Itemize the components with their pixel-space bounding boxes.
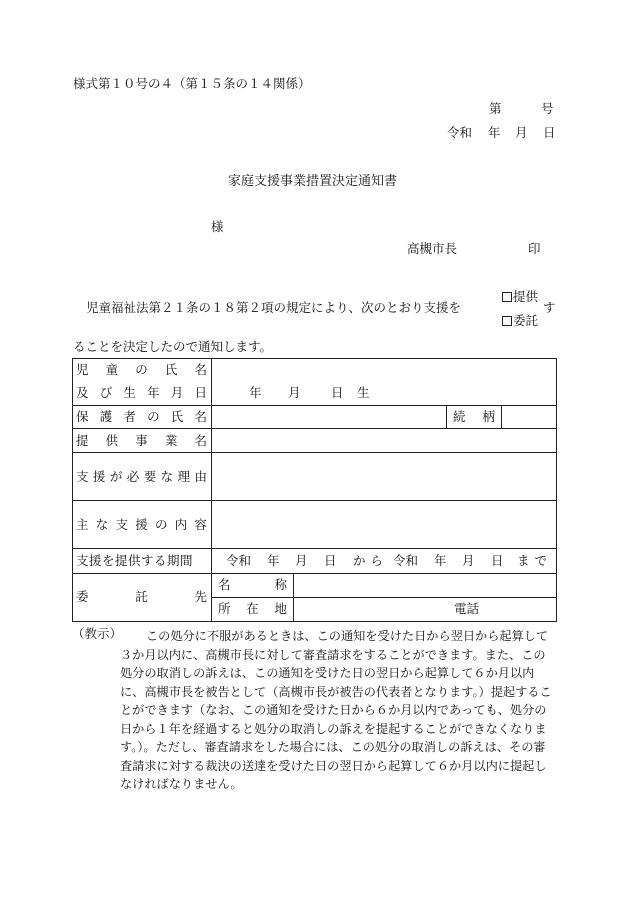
period-year-1: 年	[267, 553, 280, 568]
period-month-2: 月	[462, 553, 475, 568]
body-text-prefix: 児童福祉法第２１条の１８第２項の規定により、次のとおり支援を	[86, 300, 462, 315]
phone-label: 電話	[454, 601, 480, 616]
issuer-seal: 印	[528, 241, 541, 256]
entrust-address-label: 所 在 地	[218, 601, 287, 616]
doc-number-prefix: 第	[489, 101, 502, 116]
date-year: 年	[488, 125, 501, 140]
reason-label: 支 援 が 必 要 な 理 由	[76, 469, 207, 484]
option-provide	[502, 291, 538, 304]
guardian-name-label: 保 護 者 の 氏 名	[76, 409, 207, 424]
notice-label: （教示）	[72, 626, 123, 641]
date-day: 日	[543, 125, 556, 140]
issuer-name: 高槻市長	[407, 241, 458, 256]
period-label: 支援を提供する期間	[76, 553, 194, 568]
period-month-1: 月	[295, 553, 308, 568]
addressee-suffix: 様	[211, 219, 224, 234]
period-from: か ら	[353, 553, 383, 568]
period-until: ま で	[517, 553, 547, 568]
body-suffix-char: す	[543, 300, 556, 315]
birth-day: 日	[331, 385, 344, 400]
birth-month: 月	[288, 385, 301, 400]
business-name-label: 提 供 事 業 名	[76, 433, 207, 448]
option-entrust-label: 委託	[513, 313, 539, 328]
body-text-line2: ることを決定したので通知します。	[73, 339, 273, 354]
birthdate-label: 及 び 生 年 月 日	[76, 385, 207, 400]
period-day-1: 日	[324, 553, 337, 568]
option-entrust	[502, 315, 538, 328]
child-name-label: 児 童 の 氏 名	[76, 362, 207, 377]
date-month: 月	[515, 125, 528, 140]
option-provide-label: 提供	[513, 289, 539, 304]
period-era-2: 令和	[393, 553, 419, 568]
provide-checkbox	[502, 292, 512, 302]
document-title: 家庭支援事業措置決定通知書	[228, 174, 398, 189]
birth-suffix: 生	[357, 385, 370, 400]
period-day-2: 日	[491, 553, 504, 568]
birth-year: 年	[249, 385, 262, 400]
notice-text: この処分に不服があるときは、この通知を受けた日から翌日から起算して３か月以内に、高槻市長に対して審査請求をすることができます。また、この処分の取消しの訴えは、この通知を受けた日の翌日から起算して６か月以内に、高槻市長を被告として（高槻市長が被告の代表者となります。）提起することができます（なお、この通知を受けた日から６か月以内であっても、処分の日から１年を経過すると処分の取消しの訴えを提起することができなくなります。）。ただし、審査請求をした場合には、この処分の取消しの訴えは、その審査請求に対する裁決の送達を受けた日の翌日から起算して６か月以内に提起しなければなりません。	[120, 629, 552, 792]
relation-label: 続 柄	[453, 409, 495, 424]
doc-number-suffix: 号	[541, 101, 554, 116]
entrust-name-label: 名 称	[218, 577, 287, 592]
period-era-1: 令和	[226, 553, 252, 568]
entrust-checkbox	[502, 316, 512, 326]
period-year-2: 年	[434, 553, 447, 568]
form-number: 様式第１０号の４（第１５条の１４関係）	[73, 76, 311, 91]
entrust-label: 委 託 先	[76, 589, 207, 604]
date-era: 令和	[447, 125, 473, 140]
content-label: 主 な 支 援 の 内 容	[76, 517, 207, 532]
